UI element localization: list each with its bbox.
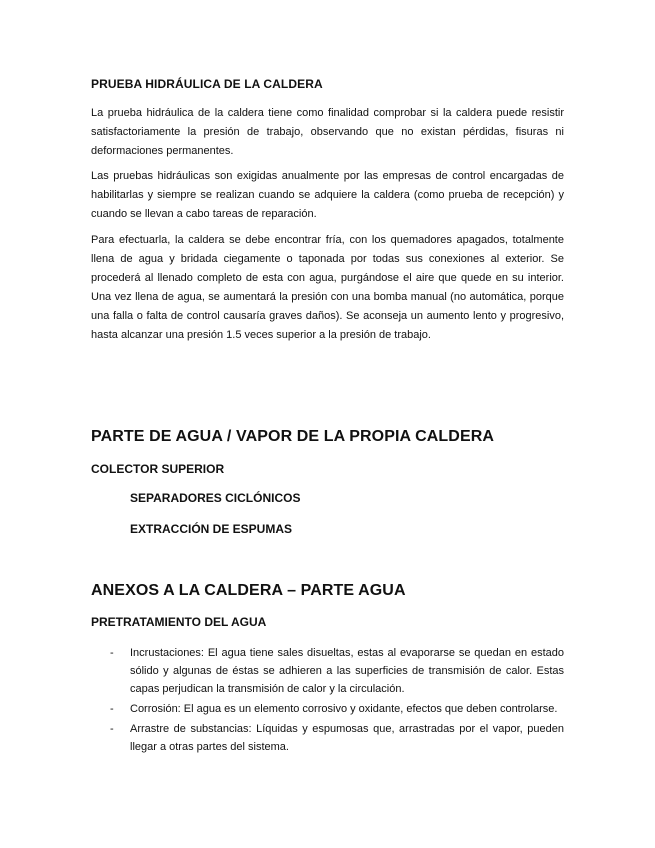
subtitle-pretratamiento-agua: PRETRATAMIENTO DEL AGUA bbox=[91, 615, 267, 629]
list-item bbox=[91, 644, 564, 698]
list-item-text: Arrastre de substancias: Líquidas y espumosas que, arrastradas por el vapor, pueden llegar a otras partes del sistema. bbox=[130, 723, 564, 753]
bullet-list-pretratamiento bbox=[91, 644, 564, 758]
bullet-dash: - bbox=[110, 723, 114, 735]
section-title-anexos-parte-agua: ANEXOS A LA CALDERA – PARTE AGUA bbox=[91, 582, 406, 599]
list-item-text: Incrustaciones: El agua tiene sales disueltas, estas al evaporarse se quedan en estado sólido y algunas de éstas se adhieren a las superficies de transmisión de calor. Estas capas perjudican la transmisión de calor y la circulación. bbox=[130, 647, 564, 695]
paragraph-procedimiento: Para efectuarla, la caldera se debe encontrar fría, con los quemadores apagados, totalmente llena de agua y bridada ciegamente o taponada por todas sus conexiones al exterior. Se procederá al llenado completo de esta con agua, purgándose el aire que quede en su interior. Una vez llena de agua, se aumentará la presión con una bomba manual (no automática, porque una falla o falta de control causaría graves daños). Se aconseja un aumento lento y progresivo, hasta alcanzar una presión 1.5 veces superior a la presión de trabajo. bbox=[91, 234, 564, 341]
list-item bbox=[91, 720, 564, 756]
bullet-dash: - bbox=[110, 703, 114, 715]
bullet-dash: - bbox=[110, 647, 114, 659]
paragraph-finalidad: La prueba hidráulica de la caldera tiene como finalidad comprobar si la caldera puede resistir satisfactoriamente la presión de trabajo, observando que no existan pérdidas, fisuras ni deformaciones permanentes. bbox=[91, 107, 564, 157]
section-title-parte-agua-vapor: PARTE DE AGUA / VAPOR DE LA PROPIA CALDERA bbox=[91, 428, 495, 445]
section-title-prueba-hidraulica: PRUEBA HIDRÁULICA DE LA CALDERA bbox=[91, 77, 323, 91]
subtitle-colector-superior: COLECTOR SUPERIOR bbox=[91, 462, 225, 476]
list-item bbox=[91, 700, 564, 718]
list-item-text: Corrosión: El agua es un elemento corrosivo y oxidante, efectos que deben controlarse. bbox=[130, 703, 558, 715]
item-extraccion-espumas: EXTRACCIÓN DE ESPUMAS bbox=[130, 522, 293, 536]
paragraph-exigencias: Las pruebas hidráulicas son exigidas anualmente por las empresas de control encargadas de habilitarlas y siempre se realizan cuando se adquiere la caldera (como prueba de recepción) y cuando se llevan a cabo tareas de reparación. bbox=[91, 170, 564, 220]
item-separadores-ciclonicos: SEPARADORES CICLÓNICOS bbox=[130, 491, 301, 505]
